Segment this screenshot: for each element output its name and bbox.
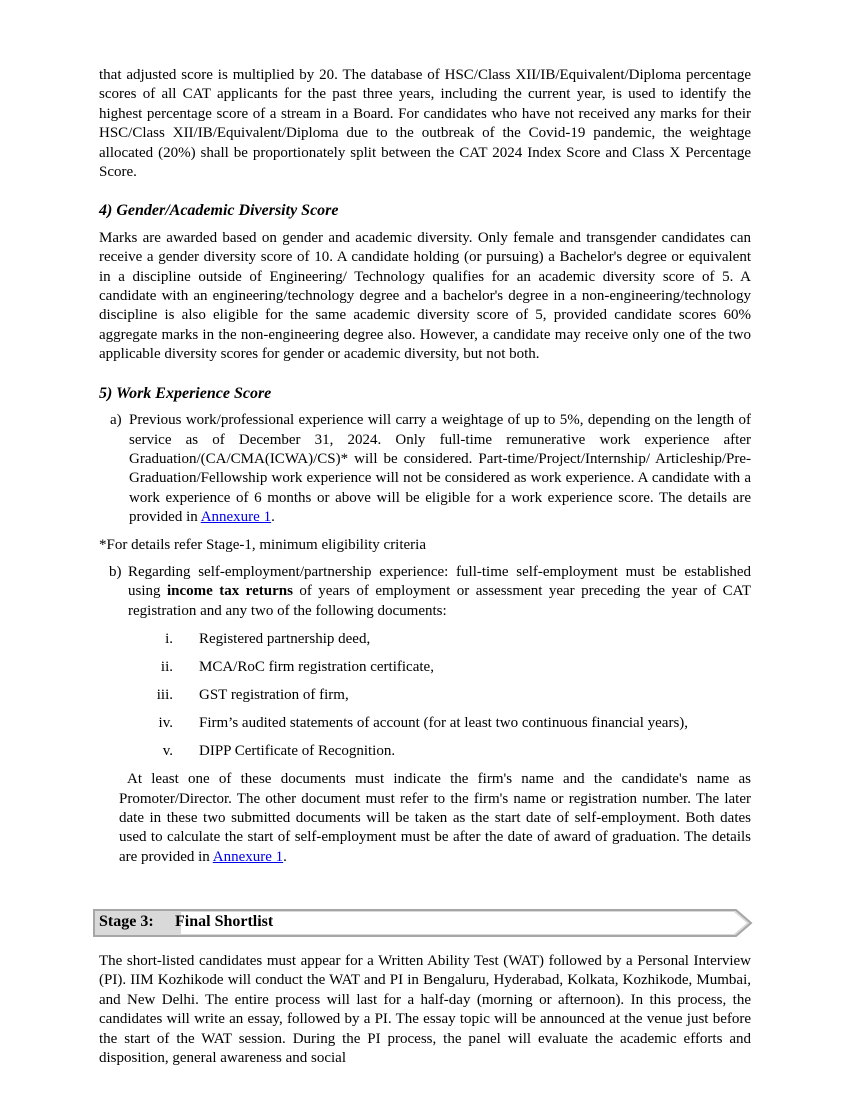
- list-item: [99, 742, 751, 761]
- documents-list: [99, 630, 751, 761]
- stage-3-body-container: [99, 952, 751, 1068]
- intro-paragraph: that adjusted score is multiplied by 20. The database of HSC/Class XII/IB/Equivalent/Diploma percentage scores of all CAT applicants for the past three years, including the current year, is used to identify the highest percentage score of a stream in a Board. For candidates who have not received any marks for their HSC/Class XII/IB/Equivalent/Diploma due to the outbreak of the Covid-19 pandemic, the weightage allocated (20%) shall be proportionately split between the CAT 2024 Index Score and Class X Percentage Score.: [99, 67, 751, 181]
- item-b-text-post: of years of employment or assessment year preceding the year of CAT registration and any two of the following documents:: [128, 583, 751, 619]
- list-item-number: ii.: [160, 659, 173, 676]
- list-item-number: i.: [165, 631, 173, 648]
- list-item-text: Registered partnership deed,: [199, 631, 371, 648]
- list-item: [99, 630, 751, 649]
- annexure-1-link[interactable]: Annexure 1: [200, 509, 272, 526]
- stage-3-label-group: [99, 913, 273, 931]
- stage-3-banner: [93, 909, 753, 937]
- list-item: [99, 686, 751, 705]
- list-item-number: iv.: [158, 715, 173, 732]
- item-b-text-pre: Regarding self-employment/partnership experience: full-time self-employment must be established using: [128, 563, 751, 600]
- section-4-body: Marks are awarded based on gender and academic diversity. Only female and transgender candidates can receive a gender diversity score of 10. A candidate holding (or pursuing) a Bachelor's degree or equivalent in a discipline outside of Engineering/ Technology qualifies for an academic diversity score of 5. A candidate with an engineering/technology degree and a bachelor's degree in a non-engineering/technology discipline is also eligible for the same academic diversity score of 5, provided candidate scores 60% aggregate marks in the non-engineering degree also. However, a candidate may receive only one of the two applicable diversity scores for gender or academic diversity, but not both.: [99, 229, 751, 363]
- section-5-heading: 5) Work Experience Score: [99, 384, 272, 402]
- list-item-text: DIPP Certificate of Recognition.: [199, 743, 396, 760]
- list-item: [99, 714, 751, 733]
- stage-3-body: The short-listed candidates must appear for a Written Ability Test (WAT) followed by a Personal Interview (PI). IIM Kozhikode will conduct the WAT and PI in Bengaluru, Hyderabad, Kolkata, Kozhikode, Mumbai, and New Delhi. The entire process will last for a half-day (morning or afternoon). In this process, the candidates will write an essay, followed by a PI. The essay topic will be announced at the venue just before the start of the WAT session. During the PI process, the panel will evaluate the academic efforts and disposition, general awareness and social: [99, 953, 751, 1067]
- work-experience-item-a: [99, 411, 751, 527]
- stage-3-label: Stage 3:: [99, 913, 154, 930]
- list-item-number: v.: [162, 743, 173, 760]
- list-item-number: iii.: [156, 687, 173, 704]
- item-a-marker: a): [110, 412, 122, 429]
- item-a-text-wrapper: [129, 411, 751, 527]
- annexure-1-link[interactable]: Annexure 1: [212, 848, 284, 865]
- list-item-text: GST registration of firm,: [199, 687, 349, 704]
- item-b-text-wrapper: [128, 563, 751, 621]
- closing-tail: .: [283, 848, 287, 865]
- item-b-marker: b): [109, 563, 122, 580]
- item-b-bold-text: income tax returns: [166, 583, 293, 600]
- stage-3-title: Final Shortlist: [175, 913, 274, 930]
- item-a-text: Previous work/professional experience will carry a weightage of up to 5%, depending on the length of service as of December 31, 2024. Only full-time remunerative work experience after Graduation/(CA/CMA(ICWA)/CS)* will be considered. Part-time/Project/Internship/ Articleship/Pre-Graduation/Fellowship work experience will not be considered as work experience. A candidate with a work experience of 6 months or above will be eligible for a work experience score. The details are provided in: [129, 412, 751, 526]
- section-4-heading: 4) Gender/Academic Diversity Score: [99, 202, 339, 220]
- item-a-tail: .: [271, 509, 275, 526]
- list-item-text: MCA/RoC firm registration certificate,: [199, 659, 434, 676]
- list-item-text: Firm’s audited statements of account (for at least two continuous financial years),: [199, 715, 689, 732]
- list-item: [99, 658, 751, 677]
- document-page: [99, 66, 751, 867]
- self-employment-closing-paragraph: [119, 770, 751, 867]
- closing-text: At least one of these documents must indicate the firm's name and the candidate's name as Promoter/Director. The other document must refer to the firm's name or registration number. The later date in these two submitted documents will be taken as the start date of self-employment. Both dates used to calculate the start of self-employment must be after the date of award of graduation. The details are provided in: [119, 771, 751, 865]
- eligibility-note: *For details refer Stage-1, minimum eligibility criteria: [99, 536, 426, 553]
- work-experience-item-b: [99, 563, 751, 621]
